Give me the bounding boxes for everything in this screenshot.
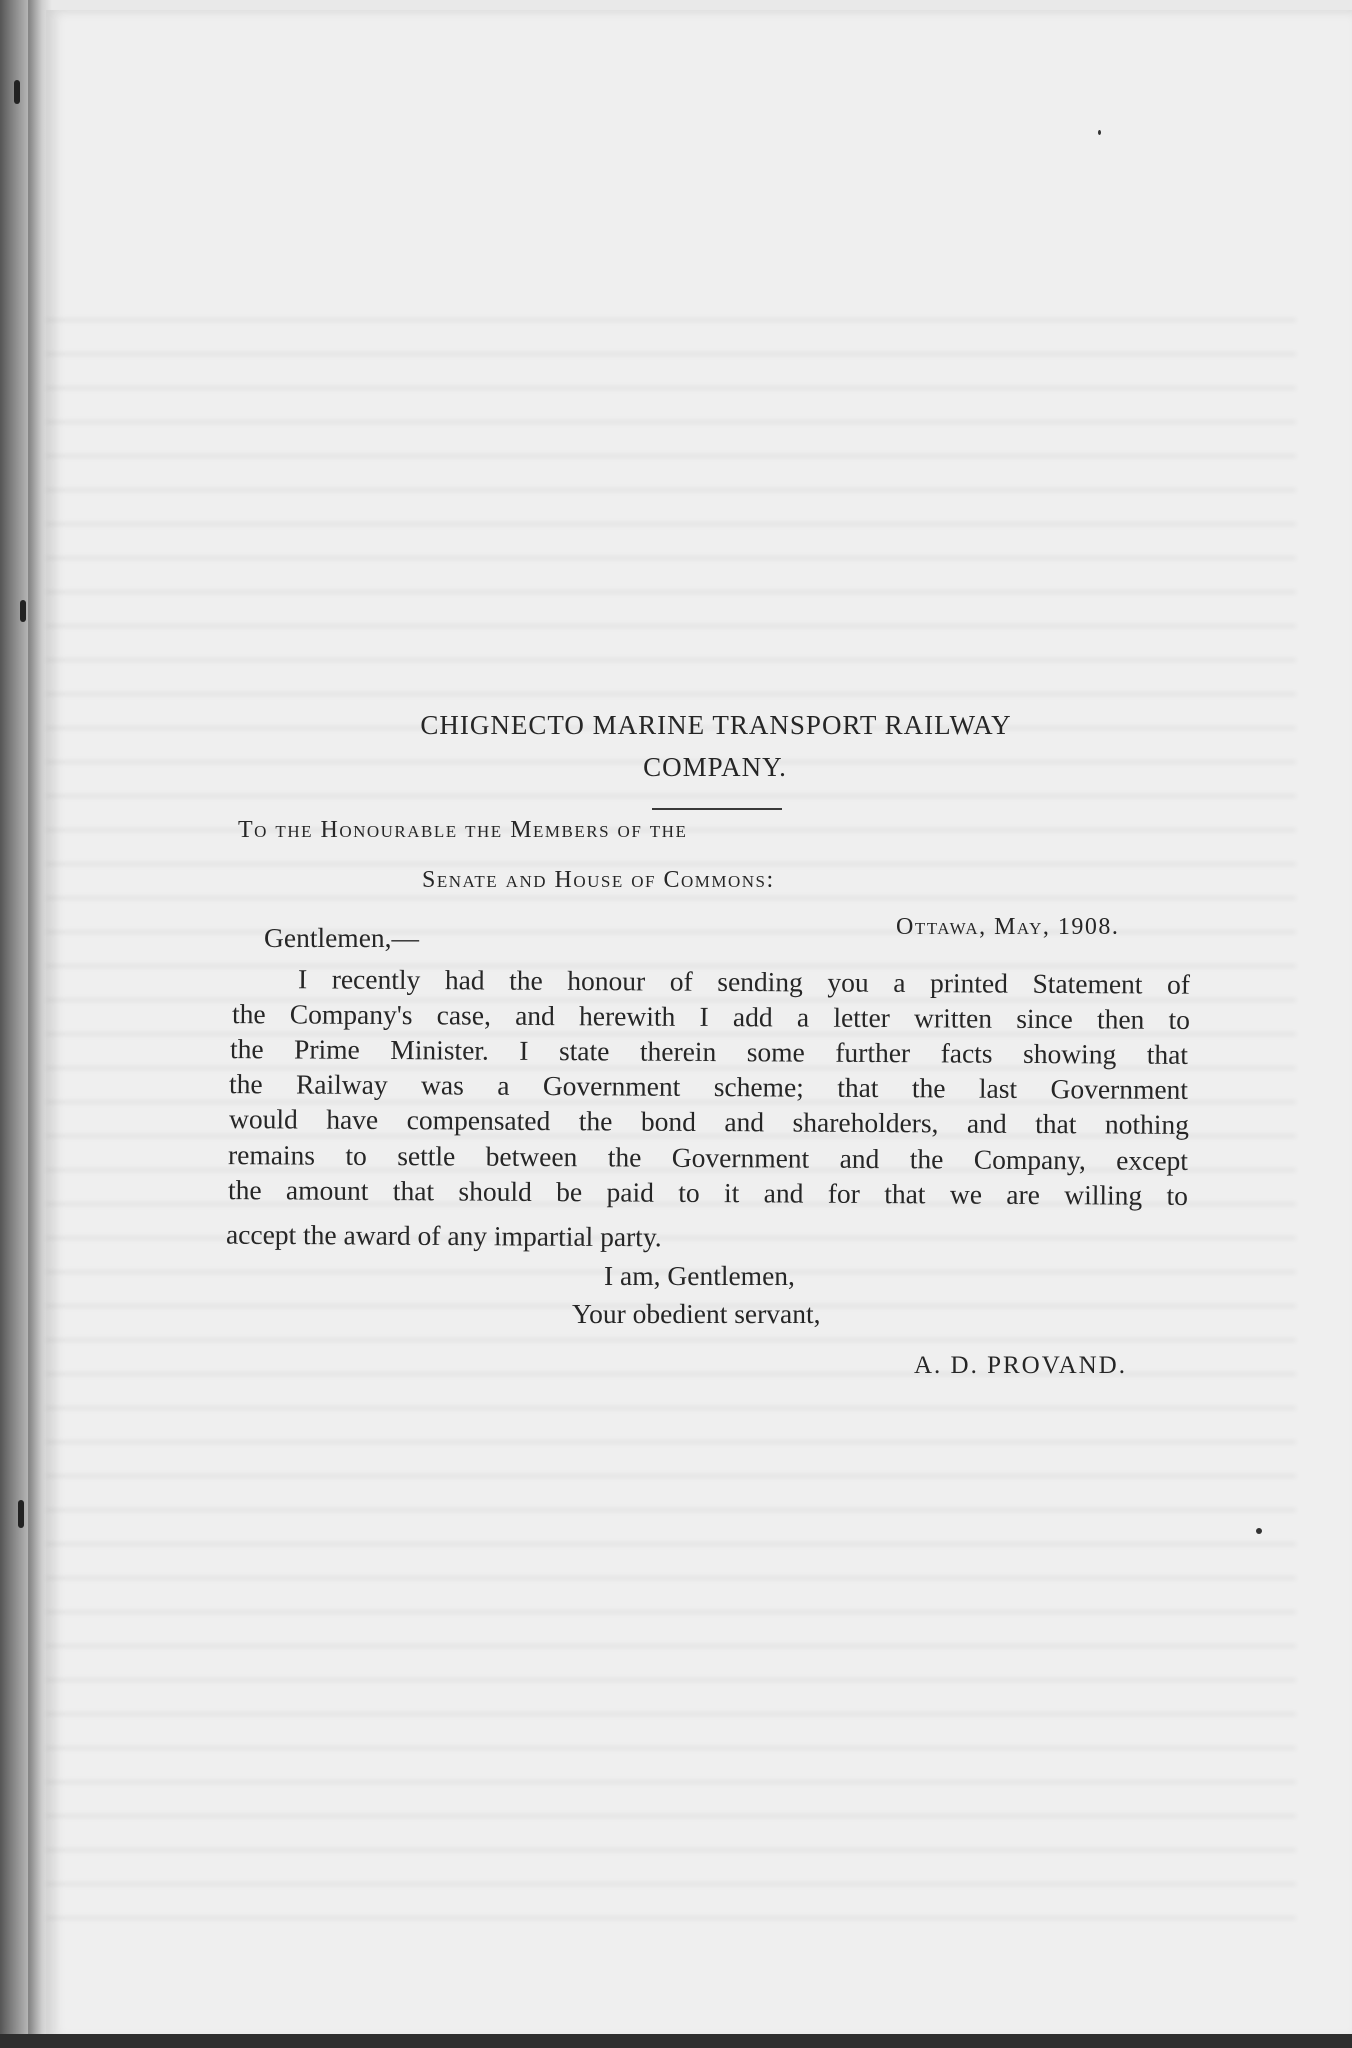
closing-line1: I am, Gentlemen, <box>604 1260 795 1291</box>
document-title-line2: COMPANY. <box>643 752 787 782</box>
body-line-4: the Railway was a Government scheme; that the last Government <box>228 1068 1189 1105</box>
body-line-5: would have compensated the bond and shareholders, and that nothing <box>228 1103 1190 1140</box>
scan-bottom-edge <box>0 2034 1352 2048</box>
document-title-line1: CHIGNECTO MARINE TRANSPORT RAILWAY <box>420 710 1012 740</box>
dateline: Ottawa, May, 1908. <box>896 914 1120 940</box>
speck <box>1256 1528 1262 1534</box>
body-line-6: remains to settle between the Government and the Company, except <box>227 1139 1189 1176</box>
body-line-3: the Prime Minister. I state therein some further facts showing that <box>229 1033 1189 1070</box>
body-line-7: the amount that should be paid to it and for that we are willing to <box>227 1174 1189 1211</box>
body-line-1: I recently had the honour of sending you a printed Statement of <box>297 963 1191 1000</box>
salutation: Gentlemen,— <box>264 922 420 953</box>
book-spine <box>0 0 28 2048</box>
body-line-8: accept the award of any impartial party. <box>225 1218 662 1253</box>
closing-line2: Your obedient servant, <box>572 1298 821 1329</box>
address-line1: To the Honourable the Members of the <box>238 817 688 843</box>
address-line2: Senate and House of Commons: <box>422 867 775 893</box>
signature: A. D. PROVAND. <box>914 1352 1127 1379</box>
speck <box>1098 130 1101 135</box>
body-line-2: the Company's case, and herewith I add a letter written since then to <box>231 998 1191 1035</box>
title-divider <box>652 808 782 810</box>
